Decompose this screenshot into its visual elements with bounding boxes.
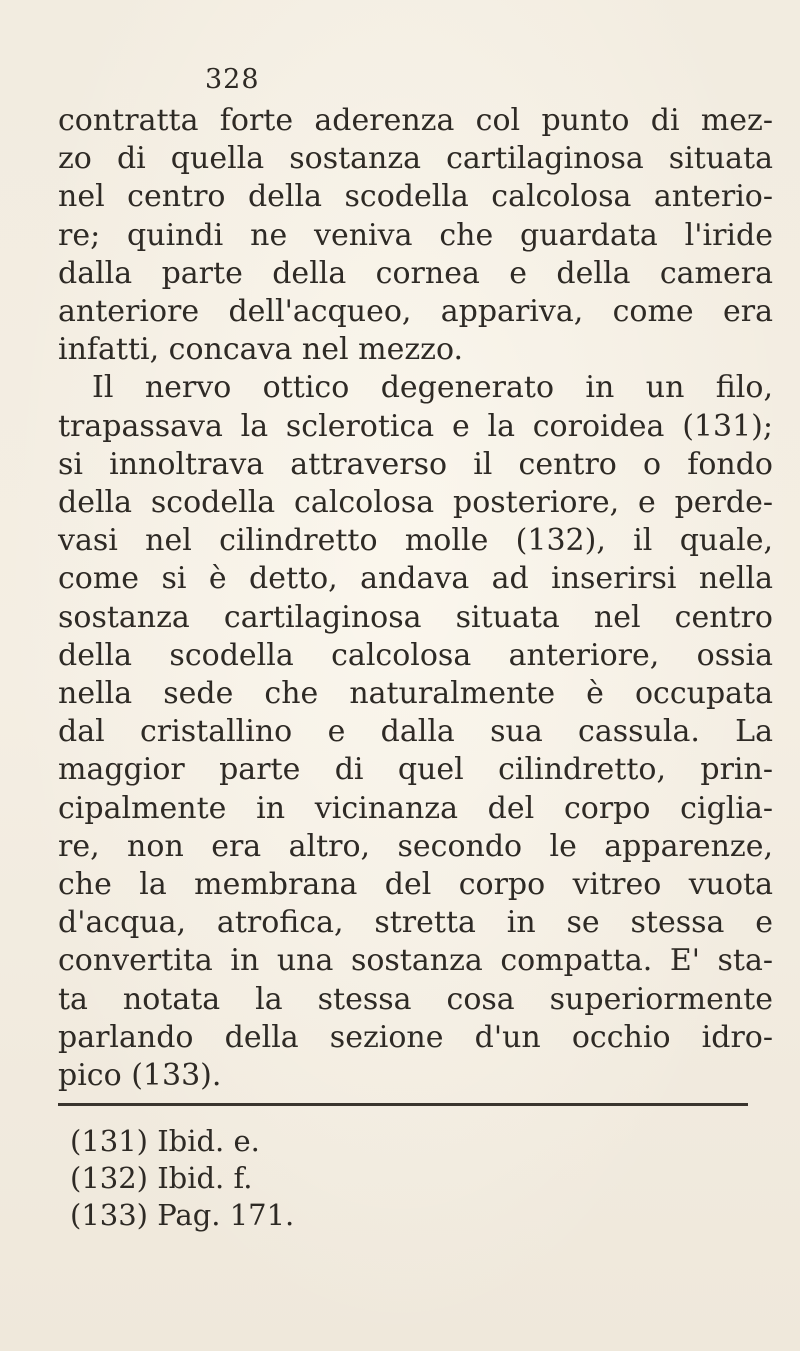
text-line: cipalmente in vicinanza del corpo ciglia-	[58, 790, 773, 826]
text-line: che la membrana del corpo vitreo vuota	[58, 867, 773, 903]
text-line: zo di quella sostanza cartilaginosa situata	[58, 141, 773, 177]
text-line: ta notata la stessa cosa superiormente	[58, 981, 773, 1017]
footnote: (131) Ibid. e.	[70, 1124, 260, 1158]
page-number: 328	[205, 64, 260, 95]
text-line: d'acqua, atrofica, stretta in se stessa e	[58, 905, 773, 941]
text-line: re; quindi ne veniva che guardata l'iride	[58, 217, 773, 253]
text-line: come si è detto, andava ad inserirsi nella	[58, 561, 773, 597]
text-line: vasi nel cilindretto molle (132), il quale,	[58, 523, 773, 559]
text-line: re, non era altro, secondo le apparenze,	[58, 828, 773, 864]
text-line: della scodella calcolosa anteriore, ossia	[58, 637, 773, 673]
text-line: dal cristallino e dalla sua cassula. La	[58, 714, 773, 750]
text-line: si innoltrava attraverso il centro o fondo	[58, 446, 773, 482]
text-line: dalla parte della cornea e della camera	[58, 255, 773, 291]
footnote: (132) Ibid. f.	[70, 1161, 253, 1195]
footnote-divider	[58, 1103, 748, 1106]
footnotes	[70, 1123, 294, 1234]
text-line: nel centro della scodella calcolosa anterio-	[58, 179, 773, 215]
text-line: anteriore dell'acqueo, appariva, come era	[58, 294, 773, 330]
text-line: della scodella calcolosa posteriore, e perde-	[58, 485, 773, 521]
text-line: maggior parte di quel cilindretto, prin-	[58, 752, 773, 788]
text-line: pico (133).	[58, 1058, 222, 1094]
text-line: trapassava la sclerotica e la coroidea (131);	[58, 408, 773, 444]
text-line: contratta forte aderenza col punto di mez-	[58, 103, 773, 138]
text-line: sostanza cartilaginosa situata nel centro	[58, 599, 773, 635]
paragraph-start-line: Il nervo ottico degenerato in un filo,	[92, 370, 773, 406]
footnote: (133) Pag. 171.	[70, 1198, 295, 1232]
text-line: infatti, concava nel mezzo.	[58, 332, 464, 368]
text-line: parlando della sezione d'un occhio idro-	[58, 1019, 773, 1055]
text-line: convertita in una sostanza compatta. E' sta-	[58, 943, 773, 979]
text-line: nella sede che naturalmente è occupata	[58, 676, 773, 712]
main-text-block	[58, 102, 773, 1095]
